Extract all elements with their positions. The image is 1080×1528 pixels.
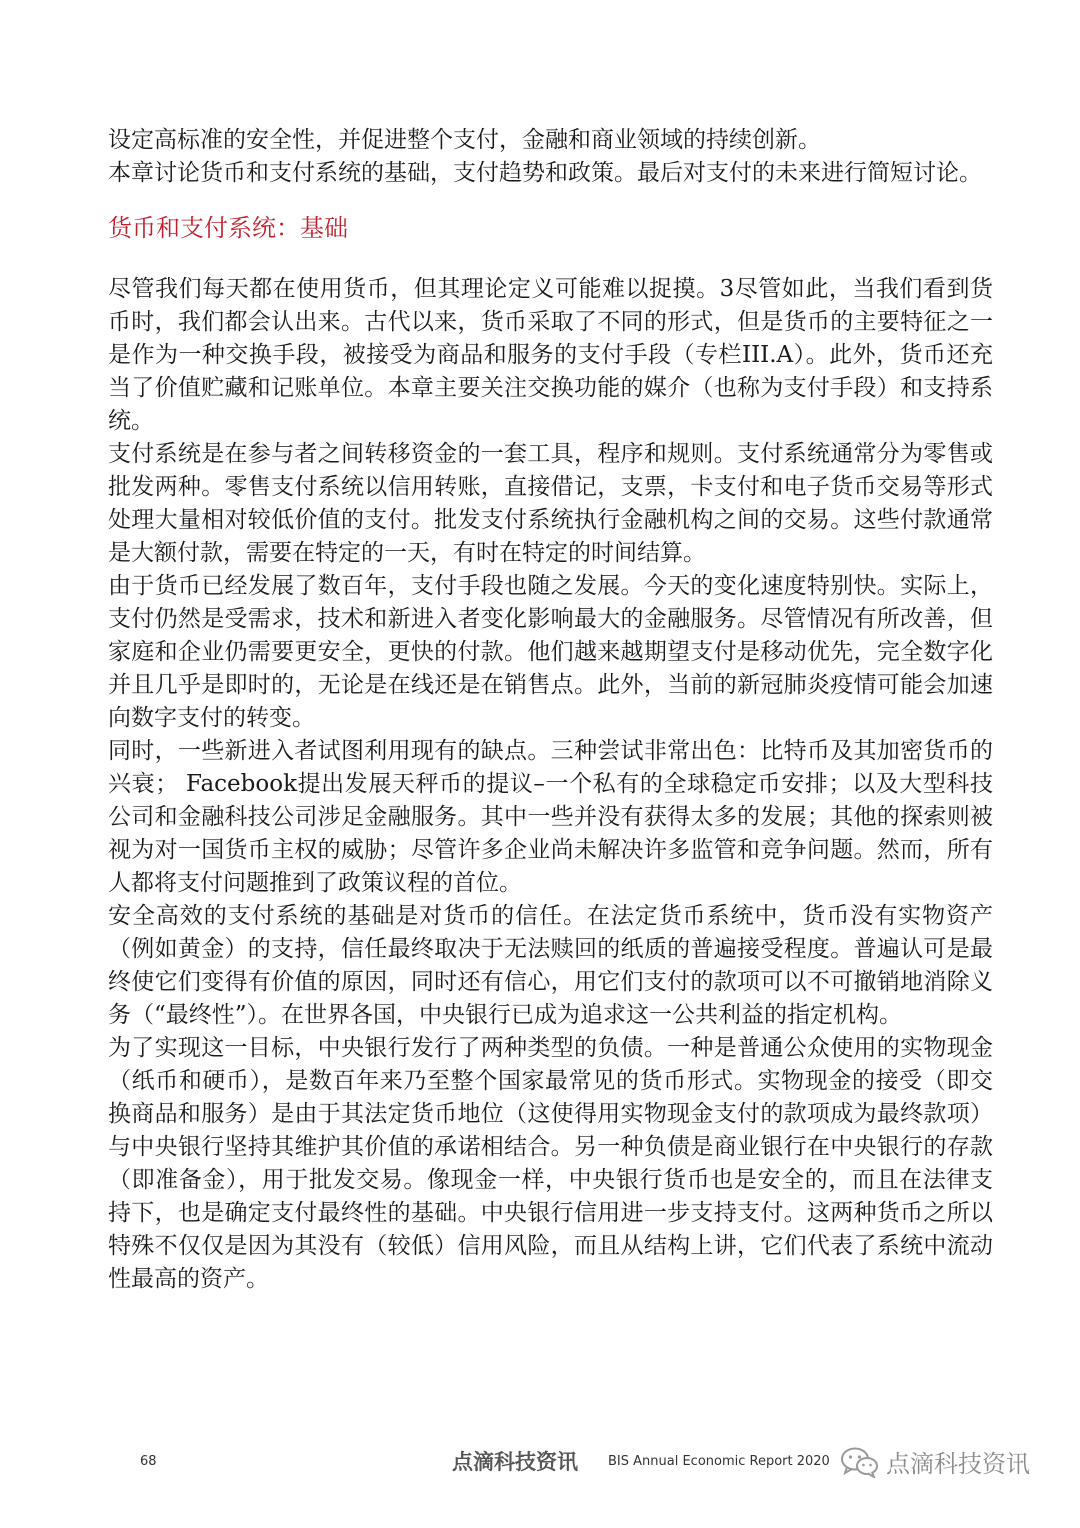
paragraph-intro-2: 本章讨论货币和支付系统的基础，支付趋势和政策。最后对支付的未来进行简短讨论。 [108, 160, 982, 186]
paragraph-trust: 安全高效的支付系统的基础是对货币的信任。在法定货币系统中，货币没有实物资产（例如黄金）的支持，信任最终取决于无法赎回的纸质的普遍接受程度。普遍认可是最终使它们变得有价值的原因，同时还有信心，用它们支付的款项可以不可撤销地消除义务（“最终性”）。在世界各国，中央银行已成为追求这一公共利益的指定机构。 [108, 903, 993, 1028]
paragraph-intro-1: 设定高标准的安全性，并促进整个支付，金融和商业领域的持续创新。 [108, 127, 821, 153]
paragraph-money-definition: 尽管我们每天都在使用货币，但其理论定义可能难以捉摸。3尽管如此，当我们看到货币时，我们都会认出来。古代以来，货币采取了不同的形式，但是货币的主要特征之一是作为一种交换手段，被接受为商品和服务的支付手段（专栏III.A）。此外，货币还充当了价值贮藏和记账单位。本章主要关注交换功能的媒介（也称为支付手段）和支持系统。 [108, 276, 993, 434]
page-number: 68 [140, 1454, 157, 1469]
page-footer [0, 1440, 1080, 1500]
paragraph-payment-systems: 支付系统是在参与者之间转移资金的一套工具，程序和规则。支付系统通常分为零售或批发两种。零售支付系统以信用转账，直接借记，支票，卡支付和电子货币交易等形式处理大量相对较低价值的支付。批发支付系统执行金融机构之间的交易。这些付款通常是大额付款，需要在特定的一天，有时在特定的时间结算。 [108, 441, 993, 566]
watermark [840, 1444, 1030, 1479]
document-body [108, 124, 993, 1296]
footer-brand: 点滴科技资讯 [452, 1450, 578, 1474]
paragraph-central-bank-liabilities: 为了实现这一目标，中央银行发行了两种类型的负债。一种是普通公众使用的实物现金（纸币和硬币），是数百年来乃至整个国家最常见的货币形式。实物现金的接受（即交换商品和服务）是由于其法定货币地位（这使得用实物现金支付的款项成为最终款项）与中央银行坚持其维护其价值的承诺相结合。另一种负债是商业银行在中央银行的存款（即准备金），用于批发交易。像现金一样，中央银行货币也是安全的，而且在法律支持下，也是确定支付最终性的基础。中央银行信用进一步支持支付。这两种货币之所以特殊不仅仅是因为其没有（较低）信用风险，而且从结构上讲，它们代表了系统中流动性最高的资产。 [108, 1035, 993, 1292]
watermark-text: 点滴科技资讯 [886, 1450, 1030, 1478]
paragraph-new-entrants: 同时，一些新进入者试图利用现有的缺点。三种尝试非常出色：比特币及其加密货币的兴衰； Facebook提出发展天秤币的提议–一个私有的全球稳定币安排；以及大型科技公司和金融科技公司涉足金融服务。其中一些并没有获得太多的发展；其他的探索则被视为对一国货币主权的威胁；尽管许多企业尚未解决许多监管和竞争问题。然而，所有人都将支付问题推到了政策议程的首位。 [108, 738, 993, 896]
footer-report-title: BIS Annual Economic Report 2020 [608, 1454, 830, 1469]
section-heading: 货币和支付系统：基础 [108, 214, 348, 242]
paragraph-payment-evolution: 由于货币已经发展了数百年，支付手段也随之发展。今天的变化速度特别快。实际上，支付仍然是受需求，技术和新进入者变化影响最大的金融服务。尽管情况有所改善，但家庭和企业仍需要更安全，更快的付款。他们越来越期望支付是移动优先，完全数字化并且几乎是即时的，无论是在线还是在销售点。此外，当前的新冠肺炎疫情可能会加速向数字支付的转变。 [108, 573, 993, 731]
wechat-icon [840, 1446, 880, 1478]
